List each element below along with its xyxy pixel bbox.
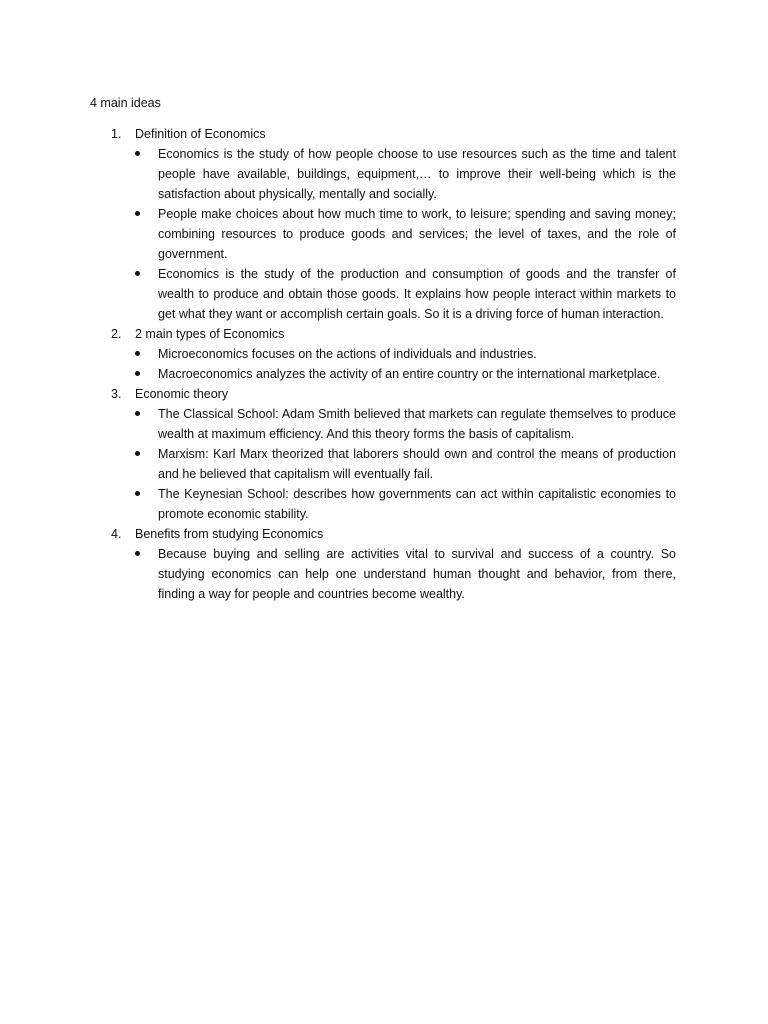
bullet-item	[0, 264, 676, 324]
section-definition	[0, 124, 768, 324]
section-title: Definition of Economics	[135, 127, 266, 141]
bullet-text: Microeconomics focuses on the actions of individuals and industries.	[158, 347, 537, 361]
section-types	[0, 324, 768, 384]
section-number: 4.	[111, 527, 122, 541]
section-header	[0, 384, 768, 404]
bullet-list	[0, 404, 768, 524]
bullet-item	[0, 144, 676, 204]
section-benefits	[0, 524, 768, 604]
bullet-text: The Classical School: Adam Smith believed that markets can regulate themselves to produce wealth at maximum efficiency. And this theory forms the basis of capitalism.	[158, 407, 676, 441]
main-ideas-list	[0, 124, 768, 604]
section-header	[0, 124, 768, 144]
bullet-item	[0, 544, 676, 604]
bullet-text: Marxism: Karl Marx theorized that laborers should own and control the means of production and he believed that capitalism will eventually fail.	[158, 447, 676, 481]
bullet-item	[0, 344, 676, 364]
bullet-icon	[135, 551, 140, 556]
bullet-item	[0, 404, 676, 444]
bullet-list	[0, 544, 768, 604]
bullet-icon	[135, 371, 140, 376]
bullet-icon	[135, 411, 140, 416]
bullet-text: People make choices about how much time to work, to leisure; spending and saving money; combining resources to produce goods and services; the level of taxes, and the role of government.	[158, 207, 676, 261]
section-number: 3.	[111, 387, 122, 401]
bullet-list	[0, 344, 768, 384]
bullet-icon	[135, 351, 140, 356]
bullet-text: Economics is the study of how people choose to use resources such as the time and talent people have available, buildings, equipment,… to improve their well-being which is the satisfaction about physically, mentally and socially.	[158, 147, 676, 201]
bullet-item	[0, 484, 676, 524]
section-title: 2 main types of Economics	[135, 327, 285, 341]
bullet-item	[0, 204, 676, 264]
section-theory	[0, 384, 768, 524]
section-header	[0, 524, 768, 544]
bullet-text: Macroeconomics analyzes the activity of an entire country or the international marketplace.	[158, 367, 661, 381]
bullet-item	[0, 444, 676, 484]
bullet-icon	[135, 151, 140, 156]
section-title: Benefits from studying Economics	[135, 527, 324, 541]
bullet-icon	[135, 271, 140, 276]
bullet-text: Economics is the study of the production and consumption of goods and the transfer of wealth to produce and obtain those goods. It explains how people interact within markets to get what they want or accomplish certain goals. So it is a driving force of human interaction.	[158, 267, 676, 321]
bullet-list	[0, 144, 768, 324]
bullet-text: Because buying and selling are activities vital to survival and success of a country. So studying economics can help one understand human thought and behavior, from there, finding a way for people and countries become wealthy.	[158, 547, 676, 601]
section-header	[0, 324, 768, 344]
bullet-item	[0, 364, 676, 384]
bullet-text: The Keynesian School: describes how governments can act within capitalistic economies to promote economic stability.	[158, 487, 676, 521]
bullet-icon	[135, 451, 140, 456]
section-number: 1.	[111, 127, 122, 141]
bullet-icon	[135, 491, 140, 496]
section-title: Economic theory	[135, 387, 229, 401]
section-number: 2.	[111, 327, 122, 341]
document-heading: 4 main ideas	[90, 96, 161, 110]
bullet-icon	[135, 211, 140, 216]
